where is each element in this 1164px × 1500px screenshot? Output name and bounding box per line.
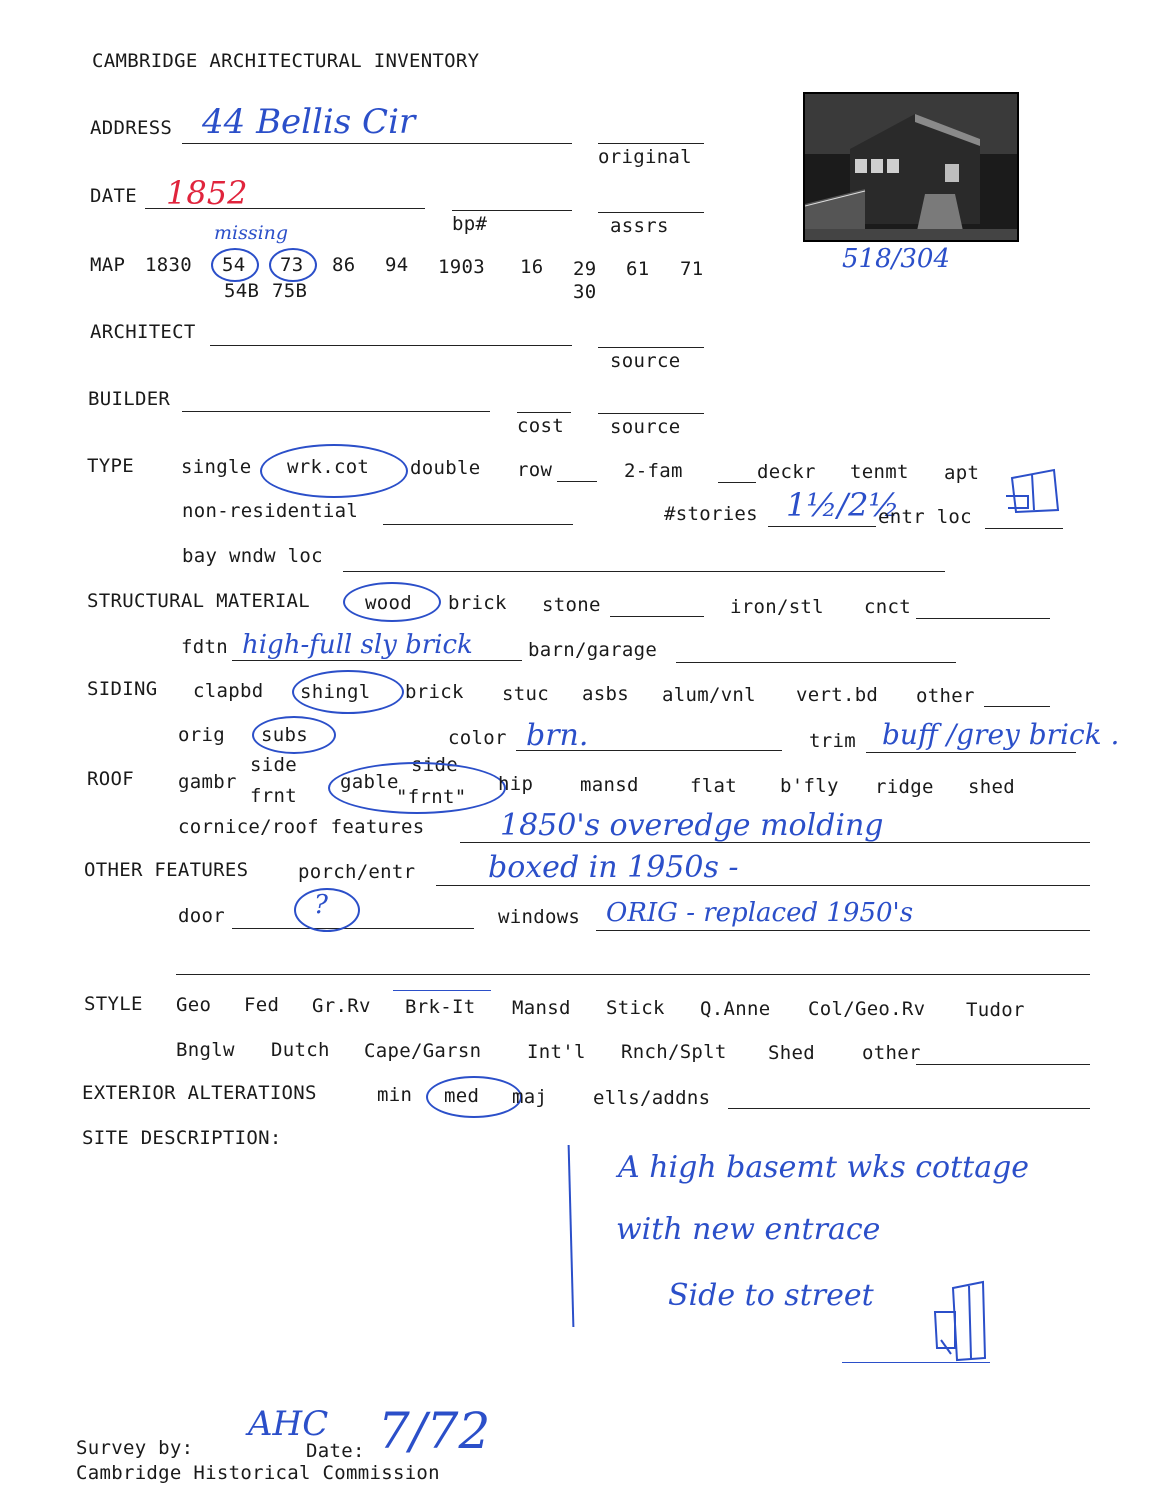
builder-source-label: source <box>610 416 681 438</box>
stone-line <box>610 616 704 617</box>
structural-label: STRUCTURAL MATERIAL <box>87 590 311 612</box>
siding-stuc: stuc <box>502 683 549 705</box>
style-brk-it: Brk-It <box>405 996 476 1018</box>
siding-clapbd: clapbd <box>193 680 264 702</box>
type-label: TYPE <box>87 455 134 477</box>
style-other: other <box>862 1042 921 1064</box>
bp-label: bp# <box>452 213 488 235</box>
map-year-54: 54 <box>222 254 246 276</box>
siding-shingl: shingl <box>300 681 371 703</box>
map-year-16: 16 <box>520 256 544 278</box>
porch-value: boxed in 1950s - <box>488 850 739 885</box>
roof-side-2: side <box>411 754 458 776</box>
architect-label: ARCHITECT <box>90 321 196 343</box>
entr-loc-label: entr loc <box>878 506 972 528</box>
circle-gable <box>328 762 506 814</box>
style-stick: Stick <box>606 997 665 1019</box>
builder-source-line <box>598 413 704 414</box>
type-single: single <box>181 456 252 478</box>
architect-source-label: source <box>610 350 681 372</box>
map-year-71: 71 <box>680 258 704 280</box>
structural-stone: stone <box>542 594 601 616</box>
map-sub-30: 30 <box>573 281 597 303</box>
circle-shingl <box>292 670 404 714</box>
siding-other: other <box>916 685 975 707</box>
roof-hip: hip <box>498 773 534 795</box>
structural-cnct: cnct <box>864 596 911 618</box>
porch-line <box>436 885 1090 886</box>
stories-line <box>768 526 876 527</box>
structural-wood: wood <box>365 592 412 614</box>
type-apt: apt <box>944 462 980 484</box>
alteration-med: med <box>444 1085 480 1107</box>
porch-label: porch/entr <box>298 861 416 883</box>
style-other-line <box>916 1064 1090 1065</box>
stories-label: #stories <box>664 503 758 525</box>
site-note-2: with new entrace <box>616 1212 881 1247</box>
site-street-line <box>842 1362 990 1363</box>
stories-value: 1½/2½ <box>786 486 900 524</box>
alterations-label: EXTERIOR ALTERATIONS <box>82 1082 317 1104</box>
style-qanne: Q.Anne <box>700 998 771 1020</box>
survey-value: AHC <box>248 1404 329 1444</box>
fdtn-label: fdtn <box>181 636 228 658</box>
style-colgeorv: Col/Geo.Rv <box>808 998 926 1020</box>
address-value: 44 Bellis Cir <box>202 102 416 142</box>
barn-label: barn/garage <box>528 639 658 661</box>
style-mansd: Mansd <box>512 997 571 1019</box>
type-double: double <box>410 457 481 479</box>
circle-wrk-cot <box>260 444 408 498</box>
survey-label: Survey by: <box>76 1437 194 1459</box>
non-residential-line <box>383 524 573 525</box>
map-label: MAP <box>90 254 126 276</box>
style-label: STYLE <box>84 993 143 1015</box>
roof-shed: shed <box>968 776 1015 798</box>
site-label: SITE DESCRIPTION: <box>82 1127 282 1149</box>
type-deckr: deckr <box>757 461 816 483</box>
circle-med <box>426 1076 522 1118</box>
row-line <box>557 481 597 482</box>
circle-wood <box>343 582 441 622</box>
other-features-label: OTHER FEATURES <box>84 859 249 881</box>
door-value: ? <box>314 890 328 920</box>
circle-54 <box>211 248 259 282</box>
siding-label: SIDING <box>87 678 158 700</box>
style-bnglw: Bnglw <box>176 1039 235 1061</box>
bp-line <box>452 210 572 211</box>
brk-it-mark <box>393 990 491 991</box>
fdtn-line <box>232 660 522 661</box>
missing-note: missing <box>214 222 289 244</box>
site-note-1: A high basemt wks cottage <box>618 1150 1030 1185</box>
fdtn-value: high-full sly brick <box>242 630 473 660</box>
door-line <box>232 928 474 929</box>
bay-wndw-label: bay wndw loc <box>182 545 323 567</box>
siding-brick: brick <box>405 681 464 703</box>
windows-label: windows <box>498 906 581 928</box>
cornice-value: 1850's overedge molding <box>500 808 884 843</box>
subs-label: subs <box>261 724 308 746</box>
roof-flat: flat <box>690 775 737 797</box>
windows-line <box>596 930 1090 931</box>
builder-line <box>182 411 490 412</box>
style-tudor: Tudor <box>966 999 1025 1021</box>
style-shed: Shed <box>768 1042 815 1064</box>
type-2fam: 2-fam <box>624 460 683 482</box>
map-year-1830: 1830 <box>145 254 192 276</box>
bay-wndw-line <box>343 571 945 572</box>
map-year-94: 94 <box>385 254 409 276</box>
style-intl: Int'l <box>527 1041 586 1063</box>
building-photo <box>803 92 1019 242</box>
original-label: original <box>598 146 692 168</box>
ells-label: ells/addns <box>593 1087 711 1109</box>
footer-org: Cambridge Historical Commission <box>76 1462 440 1484</box>
type-row: row <box>517 459 553 481</box>
date-label: DATE <box>90 185 137 207</box>
style-grrv: Gr.Rv <box>312 995 371 1017</box>
style-dutch: Dutch <box>271 1039 330 1061</box>
structural-brick: brick <box>448 592 507 614</box>
builder-label: BUILDER <box>88 388 171 410</box>
ells-line <box>728 1108 1090 1109</box>
footer-date-label: Date: <box>306 1440 365 1462</box>
date-value: 1852 <box>166 174 248 212</box>
site-bracket <box>568 1145 575 1327</box>
entr-loc-line <box>985 528 1063 529</box>
photo-caption: 518/304 <box>842 244 951 274</box>
circle-73 <box>269 248 317 282</box>
style-cape: Cape/Garsn <box>364 1040 482 1062</box>
map-year-73: 73 <box>280 254 304 276</box>
style-geo: Geo <box>176 994 212 1016</box>
site-plan-sketch <box>925 1278 995 1368</box>
siding-other-line <box>984 706 1050 707</box>
original-line <box>598 143 704 144</box>
roof-bfly: b'fly <box>780 775 839 797</box>
trim-label: trim <box>809 730 856 752</box>
door-label: door <box>178 905 225 927</box>
extra-features-line <box>176 974 1090 975</box>
siding-asbs: asbs <box>582 683 629 705</box>
color-label: color <box>448 727 507 749</box>
form-title: CAMBRIDGE ARCHITECTURAL INVENTORY <box>92 50 480 72</box>
siding-alum: alum/vnl <box>662 684 756 706</box>
site-note-3: Side to street <box>668 1278 874 1313</box>
roof-gambr: gambr <box>178 771 237 793</box>
address-line <box>182 143 572 144</box>
orig-label: orig <box>178 724 225 746</box>
structural-iron: iron/stl <box>730 596 824 618</box>
circle-subs <box>252 716 336 754</box>
entry-plan-sketch-top <box>998 466 1064 516</box>
roof-gable: gable <box>340 771 399 793</box>
assrs-line <box>598 212 704 213</box>
cnct-line <box>916 618 1050 619</box>
cost-line <box>517 412 571 413</box>
architect-line <box>210 345 572 346</box>
map-year-29: 29 <box>573 258 597 280</box>
architect-source-line <box>598 347 704 348</box>
roof-mansd: mansd <box>580 774 639 796</box>
roof-label: ROOF <box>87 768 134 790</box>
type-tenmt: tenmt <box>850 461 909 483</box>
roof-ridge: ridge <box>875 776 934 798</box>
map-sub-54b: 54B <box>224 280 260 302</box>
map-year-86: 86 <box>332 254 356 276</box>
style-fed: Fed <box>244 994 280 1016</box>
circle-door <box>294 888 360 932</box>
roof-frnt-1: frnt <box>250 785 297 807</box>
address-label: ADDRESS <box>90 117 173 139</box>
type-wrk-cot: wrk.cot <box>287 456 370 478</box>
barn-line <box>676 662 956 663</box>
style-rnch: Rnch/Splt <box>621 1041 727 1063</box>
roof-frnt-2: "frnt" <box>396 786 467 808</box>
non-residential-label: non-residential <box>182 500 359 522</box>
map-year-1903: 1903 <box>438 256 485 278</box>
trim-value: buff /grey brick . <box>882 718 1120 751</box>
map-sub-75b: 75B <box>272 280 308 302</box>
assrs-label: assrs <box>610 215 669 237</box>
alteration-min: min <box>377 1084 413 1106</box>
map-year-61: 61 <box>626 258 650 280</box>
roof-side-1: side <box>250 754 297 776</box>
footer-date-value: 7/72 <box>378 1402 491 1460</box>
siding-vert: vert.bd <box>796 684 879 706</box>
cost-label: cost <box>517 415 564 437</box>
cornice-label: cornice/roof features <box>178 816 425 838</box>
trim-line <box>866 752 1076 753</box>
color-value: brn. <box>526 718 589 753</box>
alteration-maj: maj <box>512 1086 548 1108</box>
deckr-line <box>718 482 756 483</box>
windows-value: ORIG - replaced 1950's <box>606 898 914 928</box>
